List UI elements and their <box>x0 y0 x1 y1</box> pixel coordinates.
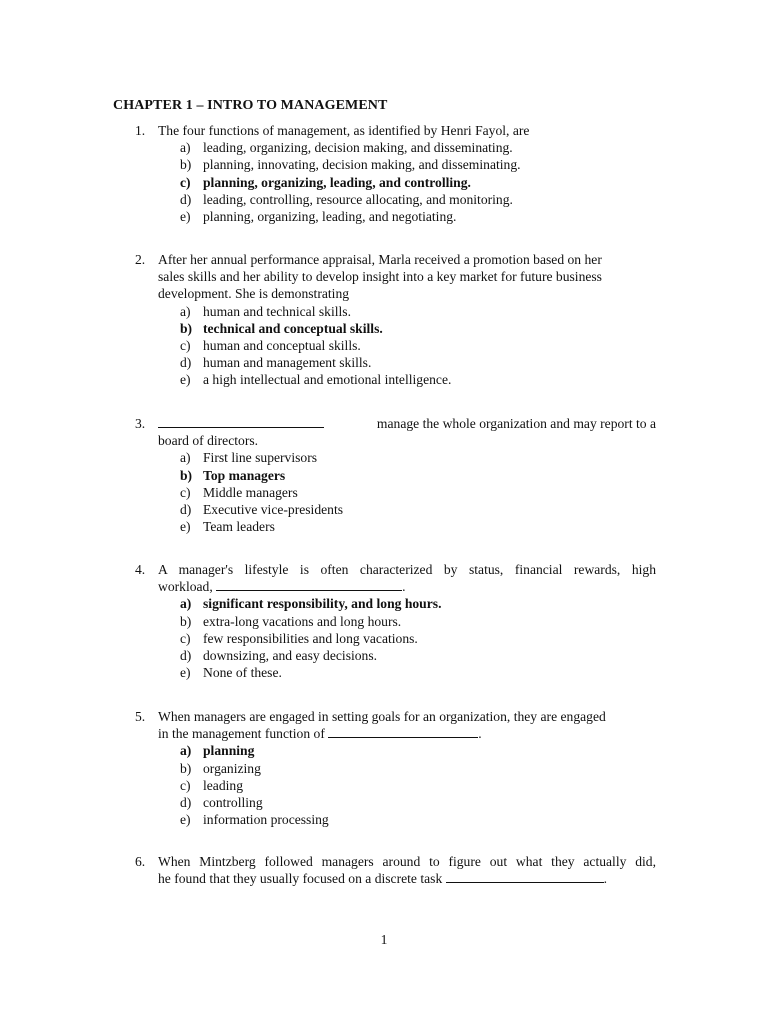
option-d: d) leading, controlling, resource allocating, and monitoring. <box>180 191 513 207</box>
option-e: e) None of these. <box>180 665 282 681</box>
option-c: c) Middle managers <box>180 484 298 500</box>
answer-options <box>180 303 656 389</box>
option-c: c) few responsibilities and long vacations. <box>180 630 418 646</box>
option-b: b) extra-long vacations and long hours. <box>180 613 402 629</box>
option-a: a) human and technical skills. <box>180 303 351 319</box>
question-number: 2. <box>135 252 146 267</box>
question-number: 6. <box>135 854 146 869</box>
answer-options <box>180 449 656 535</box>
question-stem: When managers are engaged in setting goals for an organization, they are engaged in the management function of . <box>158 709 606 742</box>
question-stem: When Mintzberg followed managers around to figure out what they actually did, he found that they usually focused on a discrete task . <box>158 854 656 887</box>
option-c: c) leading <box>180 777 244 793</box>
option-a: a) First line supervisors <box>180 450 318 466</box>
question-5 <box>135 708 656 828</box>
question-stem: manage the whole organization and may report to a board of directors. <box>158 416 656 449</box>
option-b: b) organizing <box>180 760 261 776</box>
fill-in-blank <box>216 578 402 591</box>
answer-options <box>180 595 656 681</box>
answer-options <box>180 139 656 225</box>
question-1 <box>135 122 656 225</box>
option-d: d) downsizing, and easy decisions. <box>180 648 378 664</box>
chapter-title: CHAPTER 1 – INTRO TO MANAGEMENT <box>113 98 388 113</box>
option-b-correct: b) Top managers <box>180 467 286 483</box>
option-e: e) Team leaders <box>180 519 275 535</box>
question-number: 1. <box>135 123 146 138</box>
question-number: 5. <box>135 709 146 724</box>
question-stem: The four functions of management, as identified by Henri Fayol, are <box>158 123 530 138</box>
page-number: 1 <box>380 932 388 947</box>
option-c: c) human and conceptual skills. <box>180 338 361 354</box>
fill-in-blank <box>328 725 478 738</box>
option-e: e) planning, organizing, leading, and negotiating. <box>180 209 457 225</box>
option-a-correct: a) planning <box>180 743 255 759</box>
option-e: e) a high intellectual and emotional intelligence. <box>180 372 452 388</box>
question-number: 3. <box>135 416 146 431</box>
option-e: e) information processing <box>180 812 329 828</box>
option-b: b) planning, innovating, decision making, and disseminating. <box>180 157 521 173</box>
option-b-correct: b) technical and conceptual skills. <box>180 320 383 336</box>
option-d: d) controlling <box>180 795 263 811</box>
question-stem: After her annual performance appraisal, Marla received a promotion based on her sales skills and her ability to develop insight into a key market for future business development. She is demonstrating <box>158 252 602 302</box>
question-2 <box>135 251 656 389</box>
fill-in-blank <box>446 870 604 883</box>
option-a-correct: a) significant responsibility, and long hours. <box>180 596 442 612</box>
option-a: a) leading, organizing, decision making, and disseminating. <box>180 140 513 156</box>
option-d: d) human and management skills. <box>180 355 372 371</box>
question-3 <box>135 415 656 535</box>
option-c-correct: c) planning, organizing, leading, and controlling. <box>180 174 471 190</box>
question-stem: A manager's lifestyle is often characterized by status, financial rewards, high workload, . <box>158 562 656 595</box>
fill-in-blank <box>158 415 324 428</box>
question-6 <box>135 853 656 887</box>
option-d: d) Executive vice-presidents <box>180 502 344 518</box>
question-number: 4. <box>135 562 146 577</box>
answer-options <box>180 742 656 828</box>
question-4 <box>135 561 656 681</box>
